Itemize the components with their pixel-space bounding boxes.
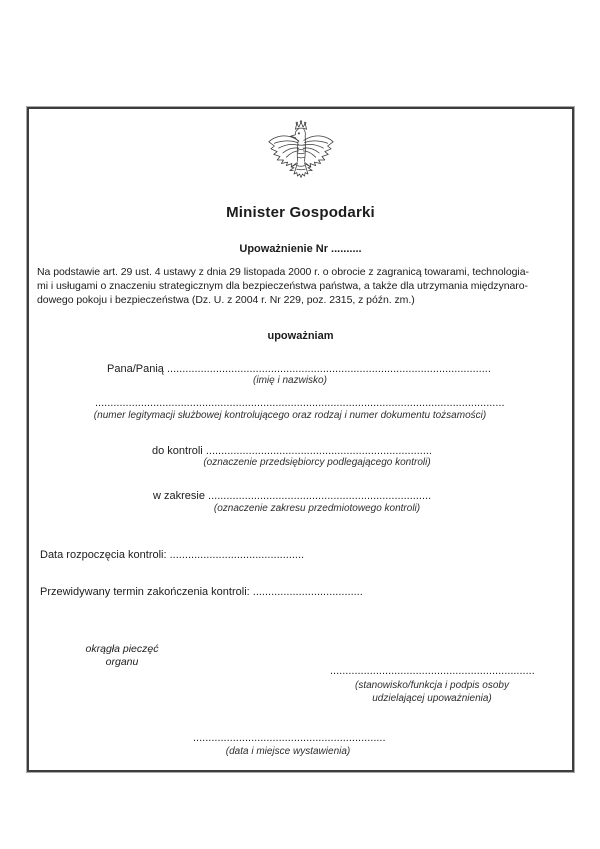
polish-eagle-emblem <box>266 119 336 187</box>
signature-caption-line-1: (stanowisko/funkcja i podpis osoby <box>355 680 509 691</box>
end-date-fill-dots: .................................... <box>252 586 363 598</box>
start-date-label: Data rozpoczęcia kontroli: <box>40 549 167 561</box>
legal-basis-line-2: mi i usługami o znaczeniu strategicznym dla bezpieczeństwa państwa, a także dla utrzymania międzynaro- <box>37 280 528 292</box>
round-stamp-note-line-2: organu <box>105 656 139 668</box>
signature-fill-dots: ................................................................... <box>330 665 535 677</box>
round-stamp-note <box>42 643 202 669</box>
recipient-name-line <box>107 362 491 376</box>
authorization-number-heading: Upoważnienie Nr .......... <box>239 243 362 255</box>
issue-date-caption: (data i miejsce wystawienia) <box>225 746 351 757</box>
issue-date-fill-dots: ............................................................... <box>193 732 386 744</box>
legal-basis-line-1: Na podstawie art. 29 ust. 4 ustawy z dnia 29 listopada 2000 r. o obrocie z zagranicą towarami, technologia- <box>37 266 529 278</box>
recipient-fill-dots: .......................................................................................................... <box>166 363 491 375</box>
inspector-id-fill-dots: ...................................................................................................................................... <box>95 397 505 409</box>
page-title: Minister Gospodarki <box>226 204 375 221</box>
legal-basis-line-3: dowego pokoju i bezpieczeństwa (Dz. U. z 2004 r. Nr 229, poz. 2315, z późn. zm.) <box>37 294 415 306</box>
signature-caption <box>312 680 552 705</box>
recipient-caption: (imię i nazwisko) <box>253 375 327 386</box>
signature-caption-line-2: udzielającej upoważnienia) <box>372 692 492 704</box>
control-target-caption: (oznaczenie przedsiębiorcy podlegającego kontroli) <box>203 457 431 468</box>
inspector-id-caption: (numer legitymacji służbowej kontrolującego oraz rodzaj i numer dokumentu tożsamości) <box>93 410 487 421</box>
control-target-line <box>152 444 432 458</box>
control-scope-fill-dots: ......................................................................... <box>208 490 432 502</box>
end-date-line <box>40 585 363 599</box>
control-scope-caption: (oznaczenie zakresu przedmiotowego kontroli) <box>213 503 421 514</box>
recipient-label: Pana/Panią <box>107 363 164 375</box>
end-date-label: Przewidywany termin zakończenia kontroli: <box>40 586 250 598</box>
control-scope-label: w zakresie <box>153 490 205 502</box>
start-date-fill-dots: ............................................ <box>169 549 305 561</box>
legal-basis-paragraph <box>37 265 553 307</box>
control-target-fill-dots: .......................................................................... <box>205 445 432 457</box>
document-page <box>27 107 574 772</box>
control-target-label: do kontroli <box>152 445 203 457</box>
inspector-id-fill-line <box>95 396 505 410</box>
authorize-verb: upoważniam <box>267 330 334 342</box>
round-stamp-note-line-1: okrągła pieczęć <box>85 643 159 655</box>
control-scope-line <box>153 489 431 503</box>
start-date-line <box>40 548 304 562</box>
